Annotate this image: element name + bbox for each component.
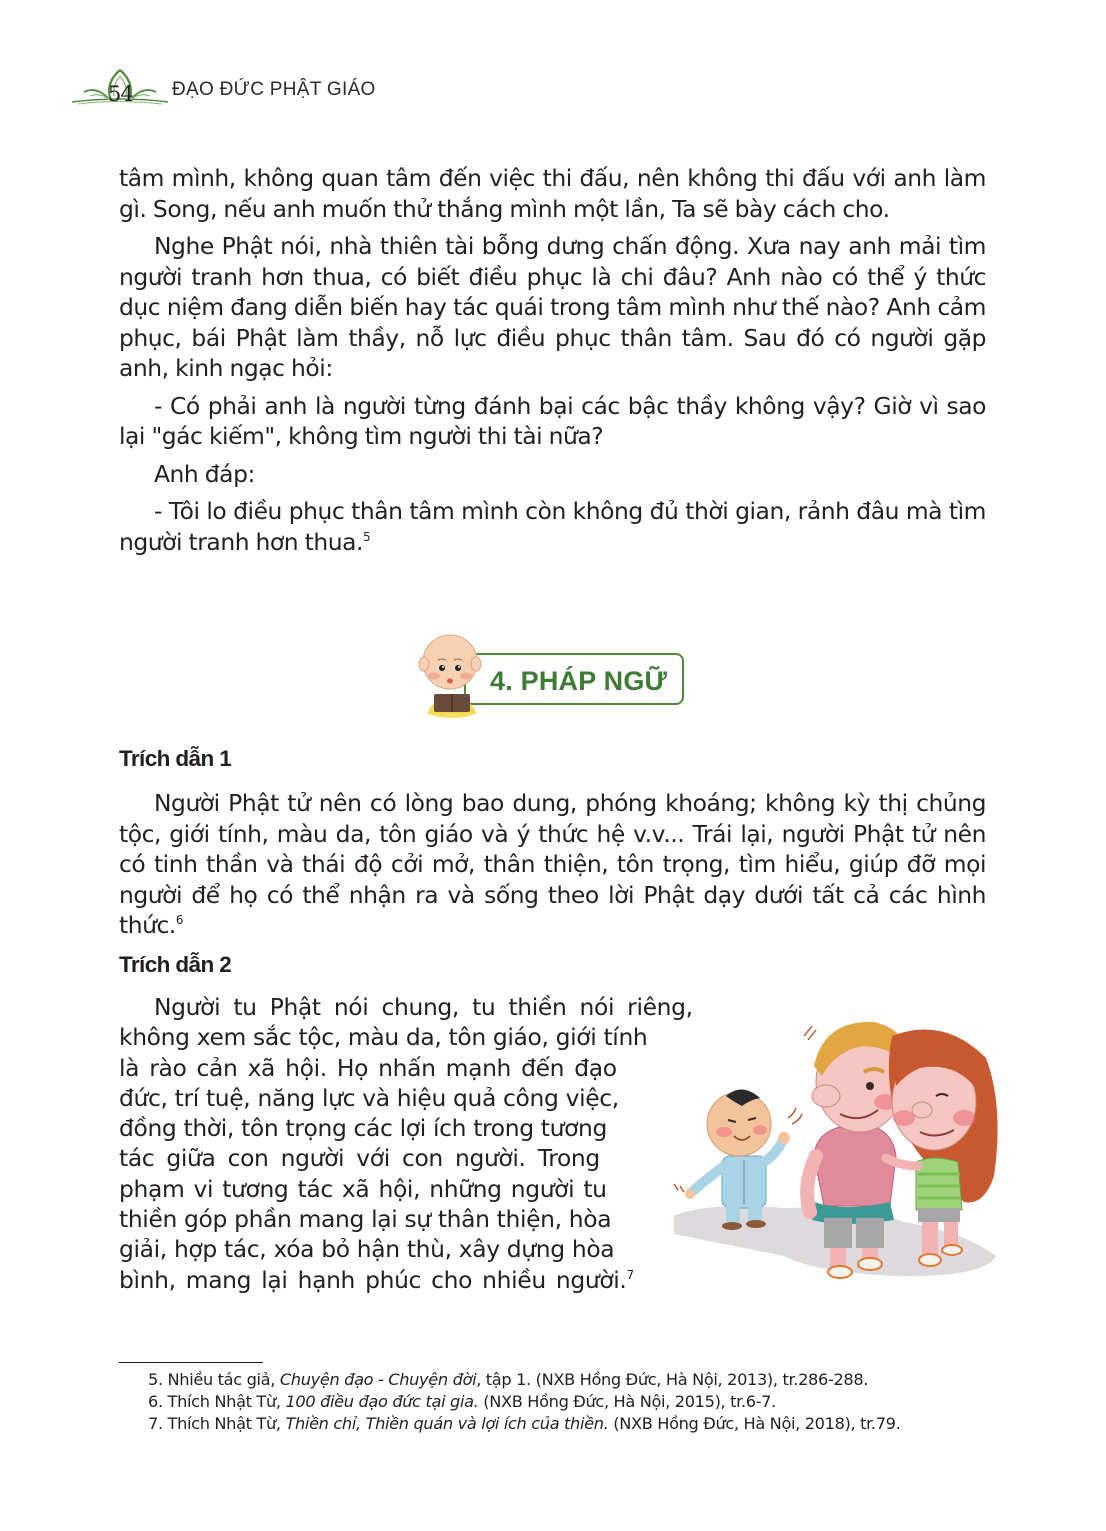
quote-line: giải, hợp tác, xóa bỏ hận thù, xây dựng hòa (119, 1235, 615, 1264)
quote-line: đồng thời, tôn trọng các lợi ích trong tương (119, 1114, 608, 1143)
monk-child-waving-at-couple-illustration (664, 1006, 1004, 1286)
story-text (119, 163, 986, 557)
page-number: 54 (108, 82, 133, 106)
running-header (70, 66, 490, 110)
quote-paragraph: Người Phật tử nên có lòng bao dung, phóng khoáng; không kỳ thị chủng tộc, giới tính, màu da, tôn giáo và ý thức hệ v.v... Trái lại, người Phật tử nên có tinh thần và thái độ cởi mở, thân thiện, tôn trọng, tìm hiểu, giúp đỡ mọi người để họ có thể nhận ra và sống theo lời Phật dạy dưới tất cả các hình thức.$^6$ (119, 789, 986, 939)
quote-text (119, 788, 986, 941)
story-paragraph: - Tôi lo điều phục thân tâm mình còn không đủ thời gian, rảnh đâu mà tìm người tranh hơn thua.$^5$ (119, 497, 986, 556)
monk-reading-icon (412, 628, 492, 720)
quote-line: bình, mang lại hạnh phúc cho nhiều người.$^7$ (119, 1265, 634, 1294)
quote-line: Người tu Phật nói chung, tu thiền nói riêng, (154, 993, 693, 1021)
footnote-item: 7. Thích Nhật Từ, Thiền chỉ, Thiền quán và lợi ích của thiền. (NXB Hồng Đức, Hà Nội, 2018), tr.79. (148, 1414, 901, 1433)
footnotes (148, 1369, 998, 1435)
quote-line: không xem sắc tộc, màu da, tôn giáo, giới tính (119, 1023, 648, 1052)
quote-text (119, 992, 749, 1295)
section-heading (412, 628, 692, 720)
footnote-item: 5. Nhiều tác giả, Chuyện đạo - Chuyện đời, tập 1. (NXB Hồng Đức, Hà Nội, 2013), tr.286-288. (148, 1370, 869, 1389)
story-paragraph: Nghe Phật nói, nhà thiên tài bỗng dưng chấn động. Xưa nay anh mải tìm người tranh hơn thua, có biết điều phục là chi đâu? Anh nào có thể ý thức dục niệm đang diễn biến hay tác quái trong tâm mình như thế nào? Anh cảm phục, bái Phật làm thầy, nỗ lực điều phục thân tâm. Sau đó có người gặp anh, kinh ngạc hỏi: (119, 232, 986, 382)
quote-line: đức, trí tuệ, năng lực và hiệu quả công việc, (119, 1083, 619, 1112)
footnote-item: 6. Thích Nhật Từ, 100 điều đạo đức tại gia. (NXB Hồng Đức, Hà Nội, 2015), tr.6-7. (148, 1392, 776, 1411)
footnote-ref[interactable]: 7 (626, 1267, 634, 1282)
quote-line: thiền góp phần mang lại sự thân thiện, hòa (119, 1205, 612, 1234)
footnote-separator (119, 1362, 263, 1363)
quote-line: là rào cản xã hội. Họ nhấn mạnh đến đạo (119, 1053, 617, 1082)
quote-title: Trích dẫn 2 (119, 952, 232, 977)
quote-line: phạm vi tương tác xã hội, những người tu (119, 1174, 607, 1203)
section-title: 4. PHÁP NGỮ (490, 666, 668, 696)
footnote-ref[interactable]: 6 (175, 913, 184, 927)
quote-title: Trích dẫn 1 (119, 746, 232, 771)
story-paragraph: - Có phải anh là người từng đánh bại các bậc thầy không vậy? Giờ vì sao lại "gác kiếm", không tìm người thi tài nữa? (119, 391, 986, 450)
story-paragraph: Anh đáp: (154, 459, 255, 488)
story-paragraph: tâm mình, không quan tâm đến việc thi đấu, nên không thi đấu với anh làm gì. Song, nếu anh muốn thử thắng mình một lần, Ta sẽ bày cách cho. (119, 164, 986, 223)
footnote-ref[interactable]: 5 (362, 529, 371, 544)
running-title: ĐẠO ĐỨC PHẬT GIÁO (172, 79, 376, 100)
quote-line: tác giữa con người với con người. Trong (119, 1144, 600, 1173)
